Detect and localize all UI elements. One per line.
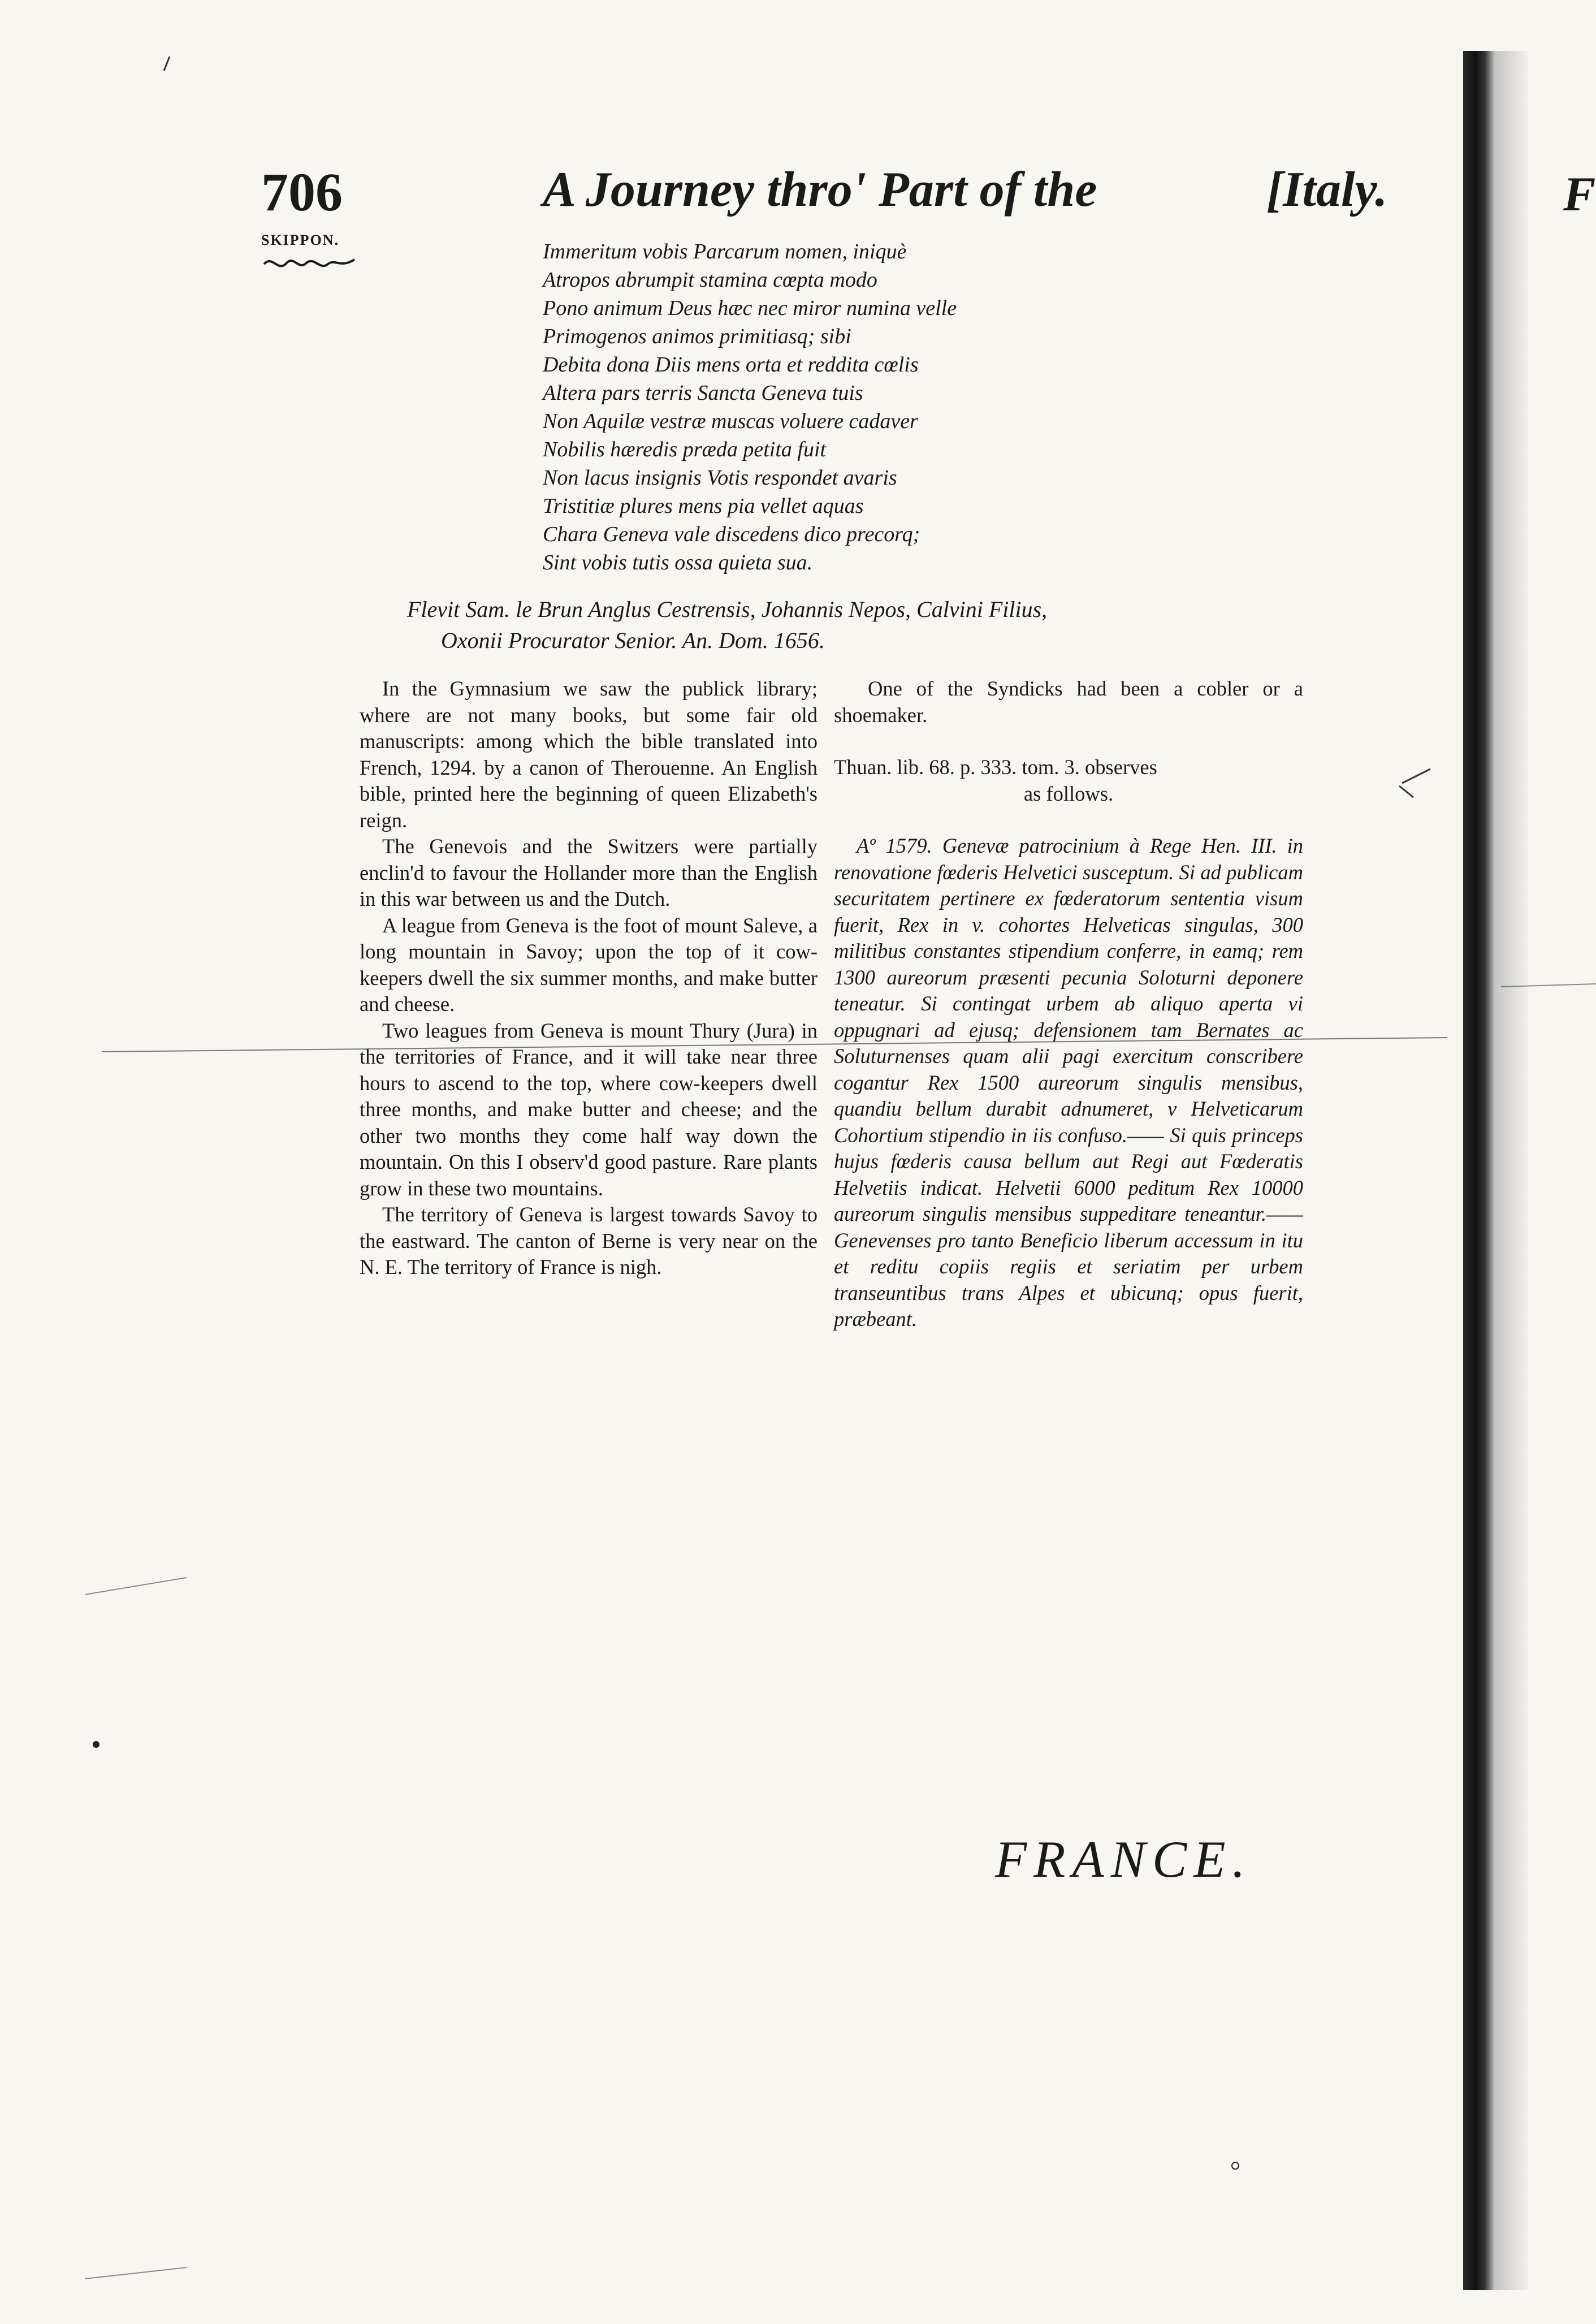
paragraph: A league from Geneva is the foot of mount Saleve, a long mountain in Savoy; upon the top of it cow-keepers dwell the six summer months, and make butter and cheese. (360, 913, 818, 1016)
verse-line: Chara Geneva vale discedens dico precorq; (543, 522, 920, 546)
verse-line: Altera pars terris Sancta Geneva tuis (543, 381, 863, 405)
verse-line: Pono animum Deus hæc nec miror numina velle (543, 296, 957, 320)
page-number: 706 (261, 162, 343, 222)
running-section: [Italy. (1266, 162, 1388, 217)
verse-line: Debita dona Diis mens orta et reddita cœlis (543, 353, 919, 377)
verse-line: Atropos abrumpit stamina cœpta modo (543, 268, 877, 292)
paragraph: The Genevois and the Switzers were partially enclin'd to favour the Hollander more than the English in this war between us and the Dutch. (360, 835, 818, 910)
verse-line: Immeritum vobis Parcarum nomen, iniquè (543, 240, 907, 263)
latin-quotation: Aº 1579. Genevæ patrocinium à Rege Hen. III. in renovatione fœderis Helvetici susceptum. Si ad publicam securitatem pertinere ex fœderatorum sententia visum fuerit, Rex in v. cohortes Helveticas singulas, 300 militibus constantes stipendium conferre, in eamq; rem 1300 aureorum præsenti pecunia Soloturni deponere teneatur. Si contingat urbem ab aliquo aperta vi oppugnari ad ejusq; defensionem tam Bernates ac Soluturnenses quam alii pagi exercitum conscribere cogantur Rex 1500 aureorum singulis mensibus, quandiu bellum durabit adnumeret, v Helveticarum Cohortium stipendio in iis confuso.—— Si quis princeps hujus fœderis causa bellum aut Regi aut Fœderatis Helvetiis indicat. Helvetii 6000 peditum Rex 10000 aureorum singulis mensibus suppeditare teneantur.——Genevenses pro tanto Beneficio liberum accessum in itu et reditu copiis regiis et seriatim per urbem transeuntibus trans Alpes et ubicunq; opus fuerit, præbeant. (834, 834, 1303, 1331)
epitaph-credit-line: Oxonii Procurator Senior. An. Dom. 1656. (441, 628, 825, 653)
citation-text-continued: as follows. (1023, 781, 1114, 805)
verse-line: Non Aquilæ vestræ muscas voluere cadaver (543, 409, 918, 433)
verse-line: Non lacus insignis Votis respondet avaris (543, 466, 897, 490)
paragraph: One of the Syndicks had been a cobler or a shoemaker. (834, 677, 1303, 727)
citation-text: Thuan. lib. 68. p. 333. tom. 3. observes (834, 755, 1157, 779)
verse-line: Primogenos animos primitiasq; sibi (543, 325, 851, 348)
running-title: A Journey thro' Part of the (543, 162, 1097, 217)
paragraph: Two leagues from Geneva is mount Thury (Jura) in the territories of France, and it will take near three hours to ascend to the top, where cow-keepers dwell three months, and make butter and cheese; and the other two months they come half way down the mountain. On this I observ'd good pasture. Rare plants grow in these two mountains. (360, 1018, 818, 1200)
verse-line: Sint vobis tutis ossa quieta sua. (543, 551, 813, 574)
verse-line: Tristitiæ plures mens pia vellet aquas (543, 494, 864, 518)
paragraph: In the Gymnasium we saw the publick library; where are not many books, but some fair old manuscripts: among which the bible translated into French, 1294. by a canon of Therouenne. An English bible, printed here the beginning of queen Elizabeth's reign. (360, 677, 818, 832)
epitaph-credit-line: Flevit Sam. le Brun Anglus Cestrensis, Johannis Nepos, Calvini Filius, (407, 597, 1048, 622)
verse-line: Nobilis hæredis præda petita fuit (543, 438, 827, 461)
section-heading: FRANCE. (995, 1830, 1252, 1888)
margin-author: SKIPPON. (261, 232, 340, 248)
next-page-edge-letter: F (1563, 167, 1596, 221)
paragraph: The territory of Geneva is largest towards Savoy to the eastward. The canton of Berne is very near on the N. E. The territory of France is nigh. (360, 1203, 818, 1278)
